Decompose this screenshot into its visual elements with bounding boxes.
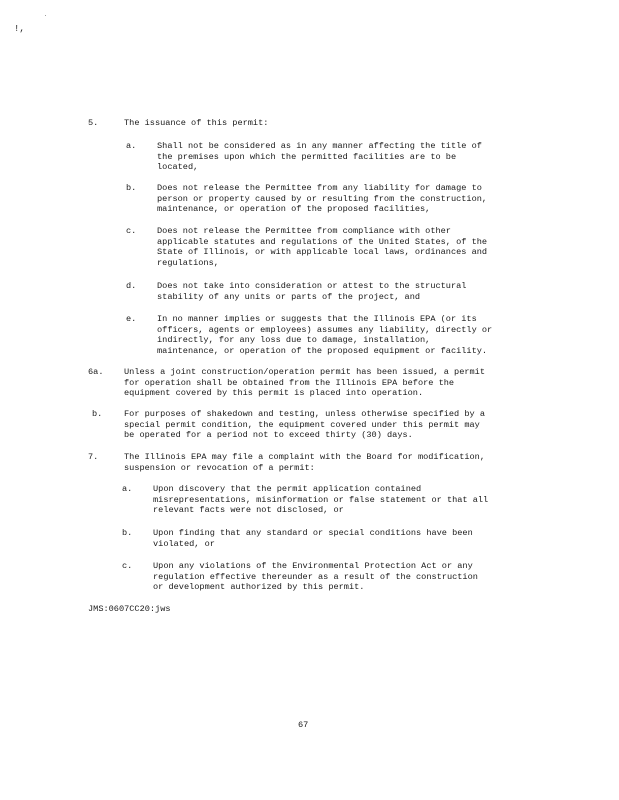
item-letter: b.: [122, 528, 133, 538]
item-letter: c.: [122, 561, 133, 571]
item-text: Upon finding that any standard or special conditions have been violated, or: [153, 528, 473, 549]
section-number: b.: [92, 409, 103, 419]
item-text: Upon any violations of the Environmental Protection Act or any regulation effective thereunder as a result of the construction or development authorized by this permit.: [153, 561, 478, 593]
section-6b: [0, 409, 619, 443]
section-7-item-b: [0, 528, 619, 552]
item-letter: c.: [126, 226, 137, 236]
item-text: Does not release the Permittee from compliance with other applicable statutes and regulations of the United States, of the State of Illinois, or with applicable local laws, ordinances and regulations,: [157, 226, 488, 268]
item-letter: d.: [126, 281, 137, 291]
page-number: 67: [298, 720, 309, 730]
section-heading-text: The issuance of this permit:: [124, 118, 269, 128]
section-7-item-c: [0, 561, 619, 595]
section-text: For purposes of shakedown and testing, unless otherwise specified by a special permit condition, the equipment covered under this permit may be operated for a period not to exceed thirty (30) days.: [124, 409, 485, 441]
section-7-item-a: [0, 484, 619, 518]
section-number: 6a.: [88, 367, 104, 377]
section-number: 5.: [88, 118, 99, 128]
section-5-item-a: [0, 141, 619, 175]
section-5-item-c: [0, 226, 619, 270]
item-text: Does not take into consideration or attest to the structural stability of any units or parts of the project, and: [157, 281, 467, 302]
section-5-heading: [0, 118, 619, 130]
scan-artifact-mark: !,: [14, 24, 25, 34]
item-text: Upon discovery that the permit application contained misrepresentations, misinformation or false statement or that all relevant facts were not disclosed, or: [153, 484, 489, 516]
item-letter: b.: [126, 183, 137, 193]
section-5-item-e: [0, 314, 619, 358]
section-number: 7.: [88, 452, 99, 462]
item-text: In no manner implies or suggests that the Illinois EPA (or its officers, agents or employees) assumes any liability, directly or indirectly, for any loss due to damage, installation, maintenance, or operation of the proposed equipment or facility.: [157, 314, 493, 356]
item-letter: a.: [126, 141, 137, 151]
item-text: Does not release the Permittee from any liability for damage to person or property caused by or resulting from the construction, maintenance, or operation of the proposed facilities,: [157, 183, 488, 215]
item-text: Shall not be considered as in any manner affecting the title of the premises upon which the permitted facilities are to be located,: [157, 141, 482, 173]
item-letter: e.: [126, 314, 137, 324]
section-7: [0, 452, 619, 476]
document-reference-id: JMS:0607CC20:jws: [88, 604, 171, 614]
section-5-item-b: [0, 183, 619, 217]
scan-artifact-dot: .: [44, 12, 48, 18]
section-6a: [0, 367, 619, 401]
section-text: The Illinois EPA may file a complaint with the Board for modification, suspension or revocation of a permit:: [124, 452, 485, 473]
section-text: Unless a joint construction/operation permit has been issued, a permit for operation shall be obtained from the Illinois EPA before the equipment covered by this permit is placed into operation.: [124, 367, 485, 399]
item-letter: a.: [122, 484, 133, 494]
section-5-item-d: [0, 281, 619, 305]
